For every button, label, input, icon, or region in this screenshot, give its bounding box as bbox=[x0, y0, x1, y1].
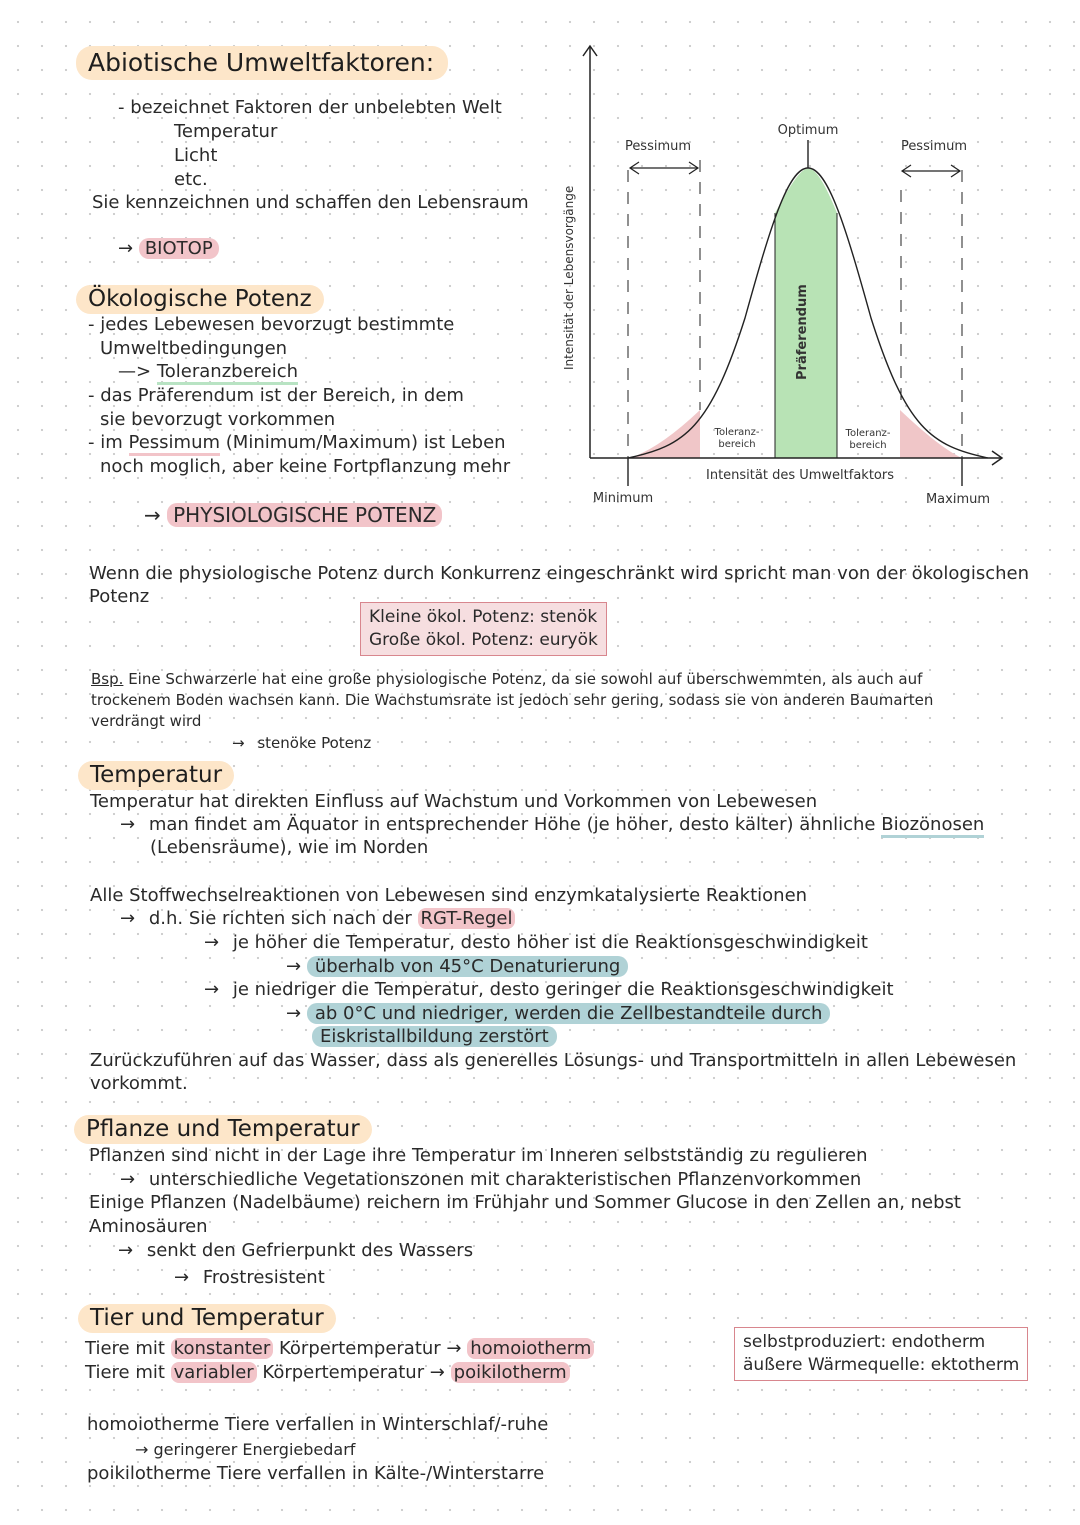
text-line: → Frostresistent bbox=[174, 1267, 325, 1288]
text-line bbox=[118, 360, 298, 383]
praeferendum-label: Präferendum bbox=[795, 284, 810, 380]
minimum-label: Minimum bbox=[592, 491, 654, 506]
term-zellbestandteile: ab 0°C und niedriger, werden die Zellbestandteile durch bbox=[307, 1003, 831, 1024]
therm-box bbox=[734, 1327, 1028, 1381]
section-title-pflanze: Pflanze und Temperatur bbox=[74, 1115, 372, 1144]
section-title-oekologische-potenz: Ökologische Potenz bbox=[76, 285, 324, 314]
arrow-icon: → bbox=[120, 908, 136, 929]
term-homoiotherm: homoiotherm bbox=[467, 1338, 594, 1359]
example-result: → stenöke Potenz bbox=[232, 734, 372, 752]
section-title-temperatur: Temperatur bbox=[78, 761, 234, 790]
text-line: Umweltbedingungen bbox=[100, 338, 288, 359]
toleranz-diagram bbox=[550, 38, 1020, 518]
term-konstanter: konstanter bbox=[171, 1338, 274, 1359]
box-line: Kleine ökol. Potenz: stenök bbox=[369, 607, 598, 627]
text-line: Pflanzen sind nicht in der Lage ihre Temperatur im Inneren selbstständig zu regulieren bbox=[89, 1145, 868, 1166]
example-label: Bsp. bbox=[91, 670, 124, 688]
section-title-abiotisch: Abiotische Umweltfaktoren: bbox=[76, 46, 448, 80]
list-item: Temperatur bbox=[174, 121, 278, 142]
optimum-label: Optimum bbox=[777, 123, 839, 138]
text-line: Temperatur hat direkten Einfluss auf Wachstum und Vorkommen von Lebewesen bbox=[90, 791, 818, 812]
arrow-icon: → bbox=[120, 1169, 136, 1190]
text-line: → geringerer Energiebedarf bbox=[135, 1440, 356, 1459]
arrow-icon: —> bbox=[118, 361, 152, 382]
text-line: Sie kennzeichnen und schaffen den Lebensraum bbox=[92, 192, 529, 213]
text-line: → man findet am Äquator in entsprechender Höhe (je höher, desto kälter) ähnliche Biozönosen bbox=[120, 813, 984, 836]
term-toleranzbereich: Toleranzbereich bbox=[157, 361, 298, 385]
arrow-icon: → bbox=[204, 932, 220, 953]
term-biotop: BIOTOP bbox=[139, 238, 219, 259]
box-line: äußere Wärmequelle: ektotherm bbox=[743, 1355, 1020, 1375]
pessimum-right-label: Pessimum bbox=[900, 139, 968, 154]
arrow-icon: → bbox=[135, 1440, 149, 1459]
x-axis-label: Intensität des Umweltfaktors bbox=[706, 468, 894, 483]
text-line: (Lebensräume), wie im Norden bbox=[150, 837, 429, 858]
text-line bbox=[312, 1025, 557, 1048]
result-physiologische-potenz bbox=[144, 502, 442, 529]
text-line: → unterschiedliche Vegetationszonen mit charakteristischen Pflanzenvorkommen bbox=[120, 1169, 862, 1190]
example-line: trockenem Boden wachsen kann. Die Wachstumsrate ist jedoch sehr gering, sodass sie von anderen Baumarten bbox=[91, 691, 934, 709]
text-line: - im Pessimum (Minimum/Maximum) ist Leben bbox=[88, 431, 506, 454]
term-eiskristallbildung: Eiskristallbildung zerstört bbox=[312, 1026, 557, 1047]
list-item: Licht bbox=[174, 145, 218, 166]
y-axis-label: Intensität der Lebensvorgänge bbox=[562, 185, 576, 370]
text-line: → je höher die Temperatur, desto höher ist die Reaktionsgeschwindigkeit bbox=[204, 932, 868, 953]
text-line: Alle Stoffwechselreaktionen von Lebewesen sind enzymkatalysierte Reaktionen bbox=[90, 885, 808, 906]
text-line bbox=[286, 955, 628, 978]
arrow-icon: → bbox=[174, 1267, 190, 1288]
text-line: poikilotherme Tiere verfallen in Kälte-/Winterstarre bbox=[87, 1463, 545, 1484]
potenz-box bbox=[360, 602, 607, 656]
term-rgt-regel: RGT-Regel bbox=[418, 908, 516, 929]
text-line: sie bevorzugt vorkommen bbox=[100, 409, 336, 430]
text-line: Einige Pflanzen (Nadelbäume) reichern im Frühjahr und Sommer Glucose in den Zellen an, nebst bbox=[89, 1192, 961, 1213]
text-line: noch moglich, aber keine Fortpflanzung mehr bbox=[100, 456, 511, 477]
text-line: Tiere mit variabler Körpertemperatur → poikilotherm bbox=[85, 1361, 570, 1384]
toleranz-left-line2: bereich bbox=[718, 439, 756, 450]
text-line: → senkt den Gefrierpunkt des Wassers bbox=[118, 1240, 474, 1261]
example-line: Bsp. Eine Schwarzerle hat eine große physiologische Potenz, da sie sowohl auf überschwemmten, als auch auf bbox=[91, 670, 923, 688]
arrow-icon: → bbox=[120, 814, 136, 835]
arrow-icon: → bbox=[232, 734, 245, 752]
term-variabler: variabler bbox=[171, 1362, 257, 1383]
text-line: homoiotherme Tiere verfallen in Winterschlaf/-ruhe bbox=[87, 1414, 549, 1435]
toleranz-area-left bbox=[630, 410, 700, 458]
example-line: verdrängt wird bbox=[91, 712, 202, 730]
pessimum-left-label: Pessimum bbox=[624, 139, 692, 154]
term-physiologische-potenz: PHYSIOLOGISCHE POTENZ bbox=[167, 503, 442, 527]
term-pessimum: Pessimum bbox=[129, 432, 221, 456]
arrow-icon: → bbox=[286, 956, 302, 977]
text-line: → d.h. Sie richten sich nach der RGT-Regel bbox=[120, 907, 515, 930]
toleranz-right-line2: bereich bbox=[849, 440, 887, 451]
term-denaturierung: überhalb von 45°C Denaturierung bbox=[307, 956, 629, 977]
box-line: selbstproduziert: endotherm bbox=[743, 1332, 986, 1352]
arrow-icon: → bbox=[286, 1003, 302, 1024]
text-line: Aminosäuren bbox=[89, 1216, 208, 1237]
arrow-icon: → bbox=[118, 1240, 134, 1261]
toleranz-right-line1: Toleranz- bbox=[845, 428, 891, 439]
text-line bbox=[286, 1002, 830, 1025]
arrow-icon: → bbox=[204, 979, 220, 1000]
section-title-tier: Tier und Temperatur bbox=[78, 1304, 336, 1333]
box-line: Große ökol. Potenz: euryök bbox=[369, 630, 598, 650]
text-line: - bezeichnet Faktoren der unbelebten Welt bbox=[118, 97, 502, 118]
maximum-label: Maximum bbox=[925, 492, 991, 507]
text-line: - jedes Lebewesen bevorzugt bestimmte bbox=[88, 314, 455, 335]
term-biozoenosen: Biozönosen bbox=[881, 814, 984, 838]
text-line: Zurückzuführen auf das Wasser, dass als generelles Lösungs- und Transportmitteln in allen Lebewesen bbox=[90, 1050, 1017, 1071]
result-biotop bbox=[118, 237, 219, 260]
arrow-icon: → bbox=[118, 238, 134, 259]
text-line: - das Präferendum ist der Bereich, in dem bbox=[88, 385, 464, 406]
list-item: etc. bbox=[174, 169, 208, 190]
text-line: Potenz bbox=[89, 586, 150, 607]
text-line: Tiere mit konstanter Körpertemperatur → homoiotherm bbox=[85, 1337, 594, 1360]
toleranz-left-line1: Toleranz- bbox=[714, 427, 760, 438]
text-line: Wenn die physiologische Potenz durch Konkurrenz eingeschränkt wird spricht man von der ökologischen bbox=[89, 563, 1029, 584]
text-line: → je niedriger die Temperatur, desto geringer die Reaktionsgeschwindigkeit bbox=[204, 979, 894, 1000]
arrow-icon: → bbox=[144, 503, 161, 527]
text-line: vorkommt. bbox=[90, 1073, 188, 1094]
term-poikilotherm: poikilotherm bbox=[451, 1362, 570, 1383]
